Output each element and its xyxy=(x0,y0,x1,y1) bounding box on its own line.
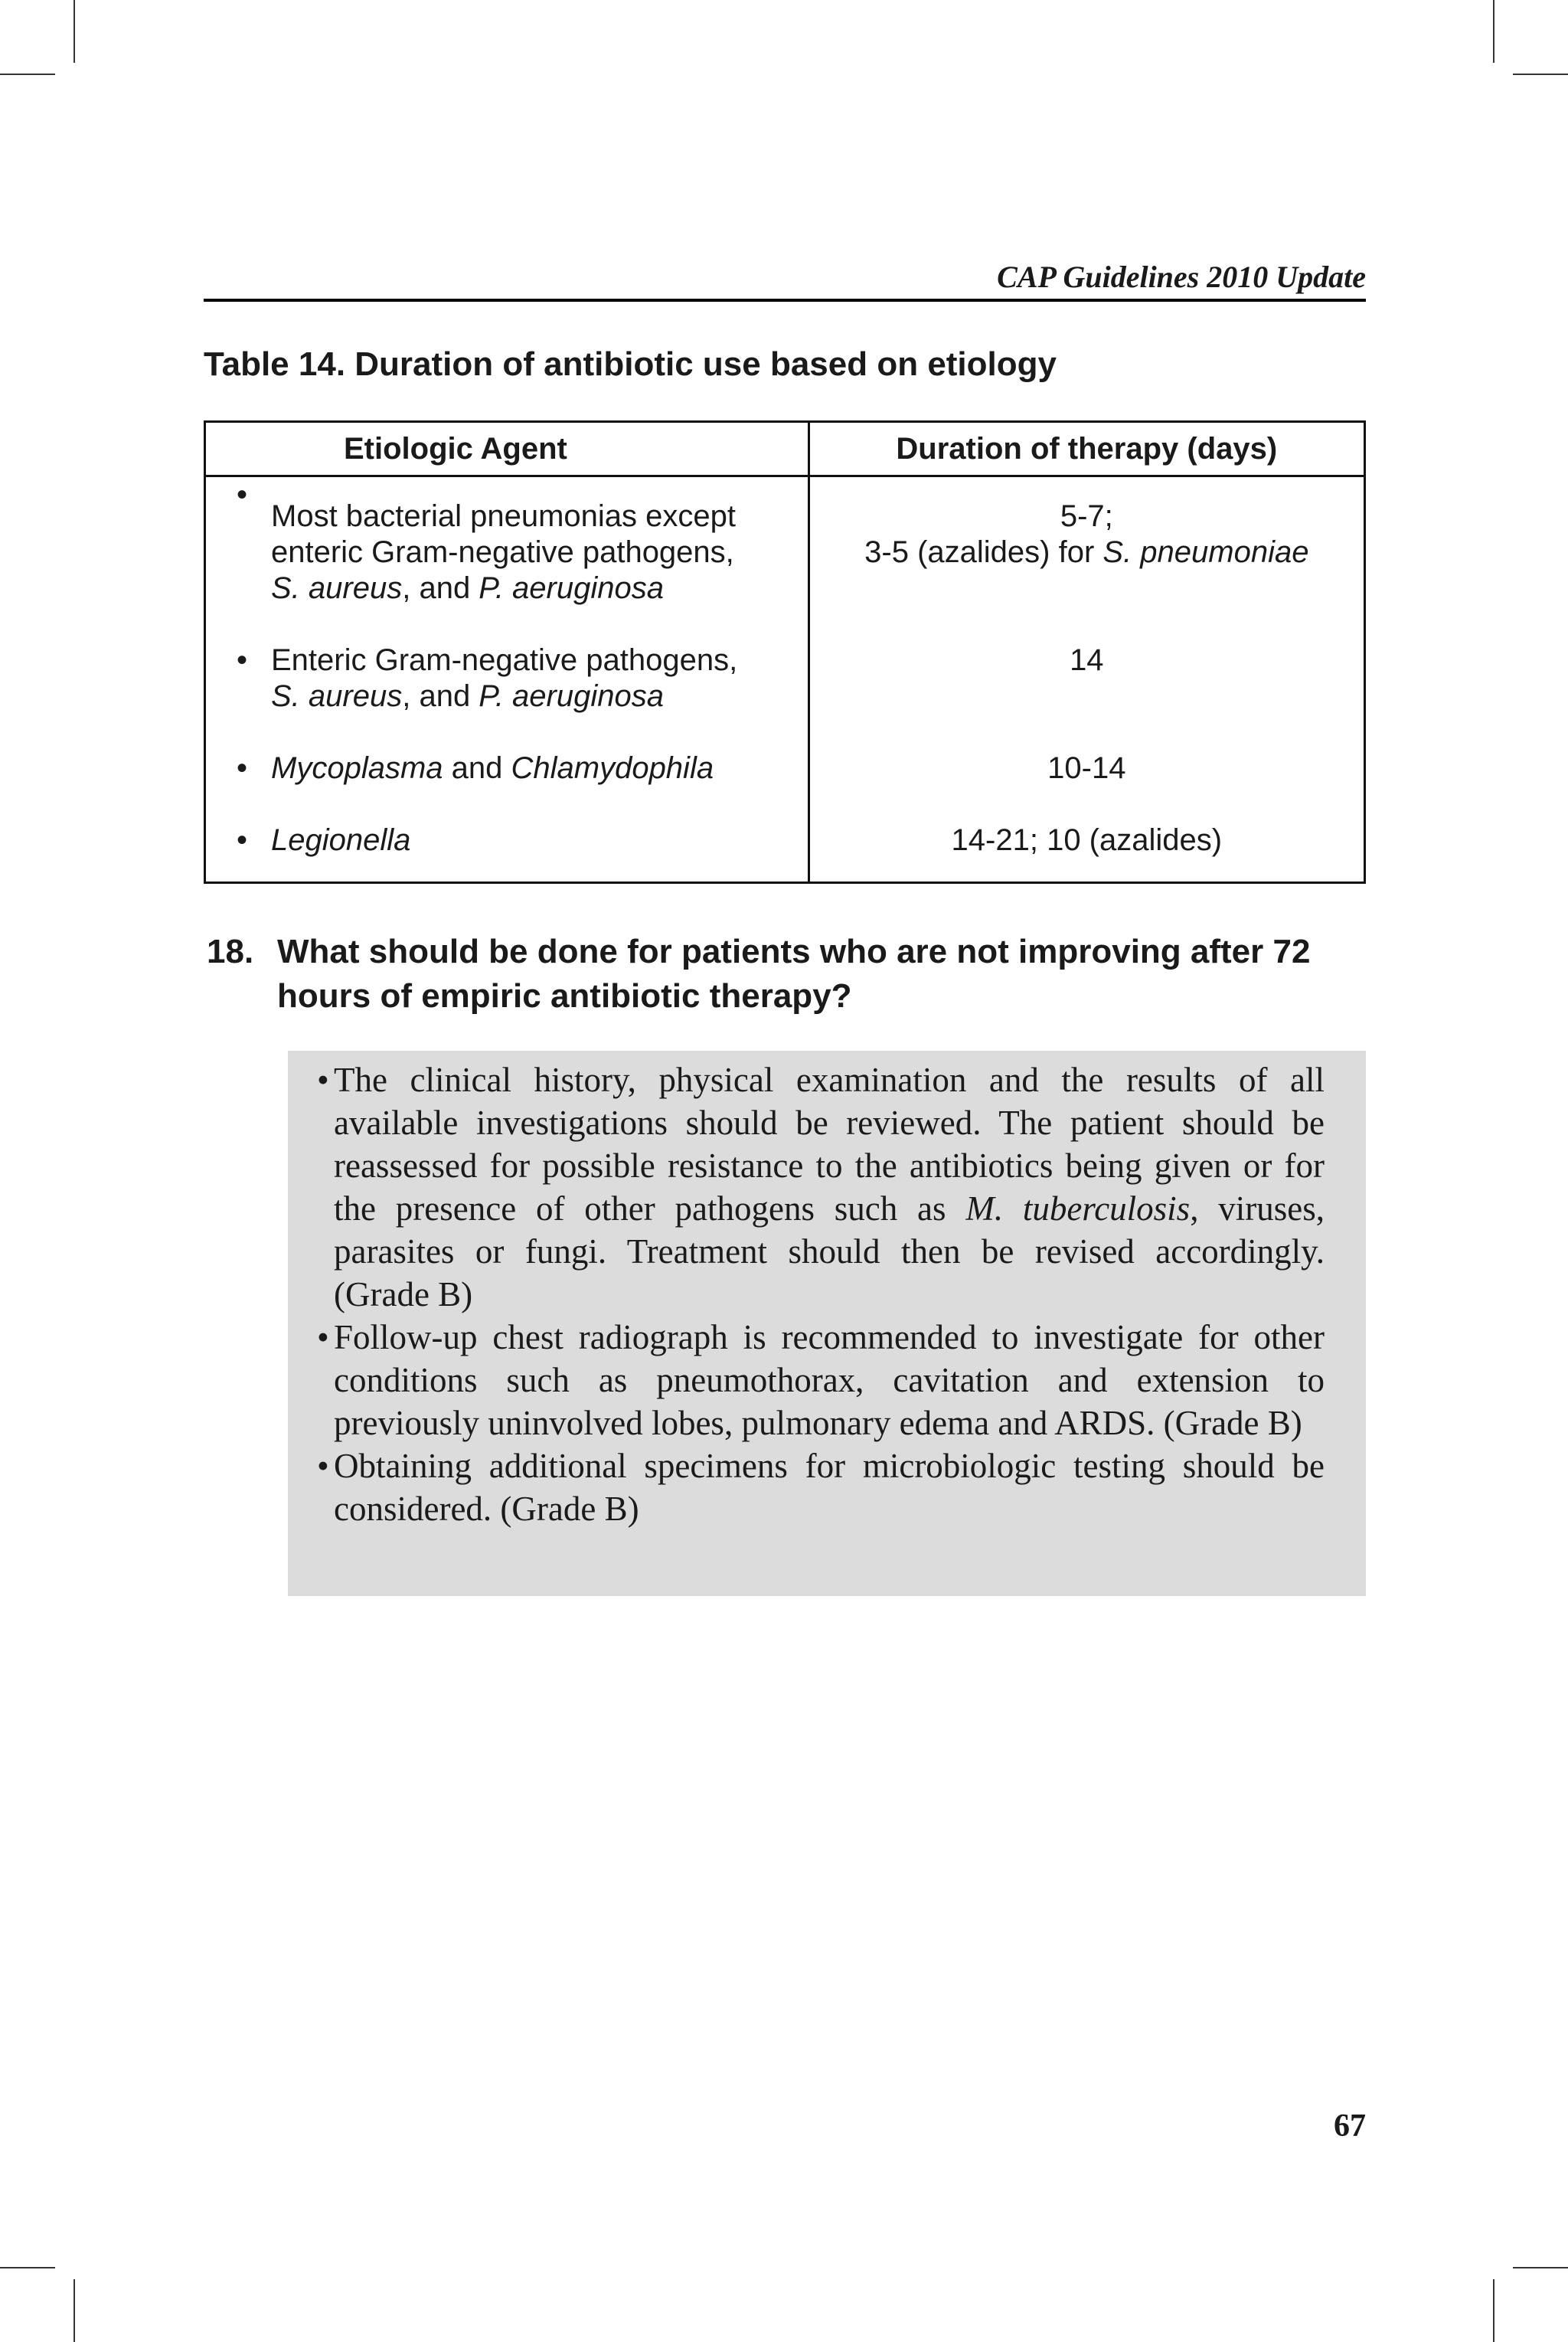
bullet: • xyxy=(237,478,248,512)
crop-mark xyxy=(1513,74,1568,75)
crop-mark xyxy=(1493,0,1494,63)
column-header-duration: Duration of therapy (days) xyxy=(808,422,1364,476)
table-row xyxy=(205,751,1365,823)
bullet: • xyxy=(317,1061,329,1099)
agent-organism: Mycoplasma xyxy=(271,751,443,785)
etiology-table xyxy=(204,420,1366,884)
answer-item xyxy=(317,1316,1325,1444)
agent-text: Enteric Gram-negative pathogens, xyxy=(271,643,738,677)
answer-text xyxy=(334,1058,1325,1316)
bullet: • xyxy=(237,643,248,677)
crop-mark xyxy=(0,2267,55,2268)
agent-organism: S. aureus xyxy=(271,679,403,713)
page-number: 67 xyxy=(1334,2108,1366,2144)
bullet: • xyxy=(317,1318,329,1356)
duration-cell: 14 xyxy=(808,643,1364,751)
answer-text-part: , viruses, parasites or fungi. Treatment should then be revised accordingly. (Grade B) xyxy=(334,1189,1325,1313)
agent-text: , and xyxy=(402,679,479,713)
agent-organism: Chlamydophila xyxy=(511,751,714,785)
crop-mark xyxy=(0,74,55,75)
table-title: Table 14. Duration of antibiotic use based on etiology xyxy=(204,345,1057,383)
crop-mark xyxy=(1493,2279,1494,2342)
duration-text: 3-5 (azalides) for xyxy=(864,535,1103,569)
duration-text: 5-7; xyxy=(1060,499,1113,533)
table-row xyxy=(205,823,1365,883)
agent-organism: P. aeruginosa xyxy=(479,679,664,713)
crop-mark xyxy=(74,0,75,63)
answer-text: Follow-up chest radiograph is recommended to investigate for other conditions such as pneumothorax, cavitation and extension to previously uninvolved lobes, pulmonary edema and ARDS. (Grade B) xyxy=(334,1318,1325,1442)
agent-text: enteric Gram-negative pathogens, xyxy=(271,535,734,569)
agent-text: , and xyxy=(402,571,479,605)
agent-organism: S. aureus xyxy=(271,571,403,605)
bullet: • xyxy=(237,823,248,857)
header-rule xyxy=(204,299,1366,302)
duration-cell xyxy=(808,476,1364,643)
answer-text-part: The clinical history, physical examination and the results of all available investigations should be reviewed. The patient should be reassessed for possible resistance to the antibiotics being given or for the presence of other pathogens such as xyxy=(334,1061,1325,1228)
answer-box xyxy=(288,1051,1366,1596)
duration-organism: S. pneumoniae xyxy=(1102,535,1309,569)
running-head: CAP Guidelines 2010 Update xyxy=(997,260,1366,294)
agent-text: and xyxy=(443,751,511,785)
agent-cell xyxy=(205,643,809,751)
bullet: • xyxy=(317,1447,329,1485)
duration-cell: 14-21; 10 (azalides) xyxy=(808,823,1364,883)
agent-organism: Legionella xyxy=(271,823,411,857)
table-row xyxy=(205,476,1365,643)
question-heading xyxy=(207,930,1370,1019)
question-number: 18. xyxy=(207,933,254,970)
answer-item xyxy=(317,1444,1325,1530)
table-row xyxy=(205,643,1365,751)
agent-text: Most bacterial pneumonias except xyxy=(271,499,736,533)
crop-mark xyxy=(74,2279,75,2342)
agent-organism: P. aeruginosa xyxy=(479,571,664,605)
question-text: What should be done for patients who are not improving after 72 hours of empiric antibiotic therapy? xyxy=(277,933,1311,1015)
duration-cell: 10-14 xyxy=(808,751,1364,823)
crop-mark xyxy=(1513,2267,1568,2268)
bullet: • xyxy=(237,751,248,785)
agent-cell xyxy=(205,476,809,643)
answer-item xyxy=(317,1058,1325,1316)
answer-text: Obtaining additional specimens for microbiologic testing should be considered. (Grade B) xyxy=(334,1447,1325,1528)
agent-cell xyxy=(205,751,809,823)
agent-cell xyxy=(205,823,809,883)
answer-organism: M. tuberculosis xyxy=(965,1189,1191,1228)
table-header-row xyxy=(205,422,1365,476)
column-header-agent: Etiologic Agent xyxy=(205,422,809,476)
